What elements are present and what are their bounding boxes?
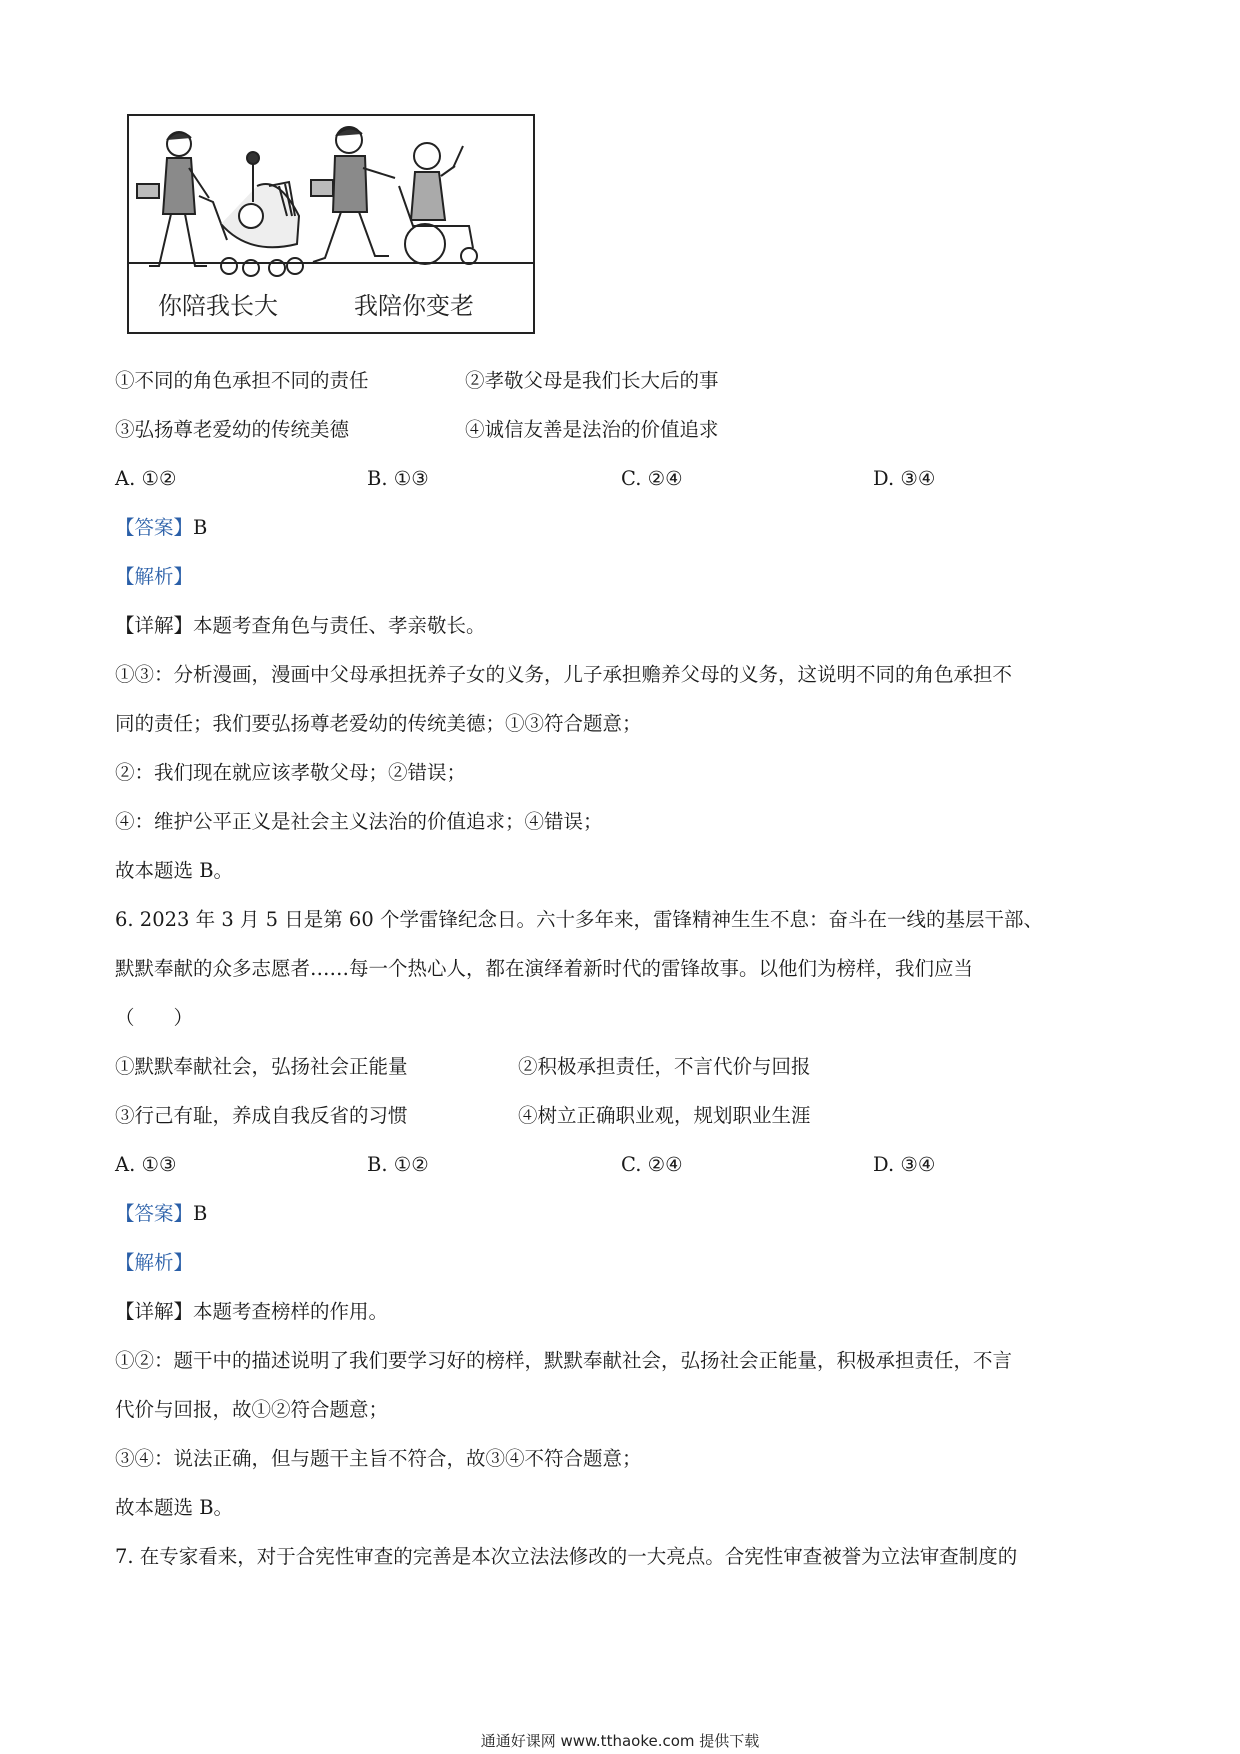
q6-detail xyxy=(115,1298,388,1326)
q6-choice-b: B. ①② xyxy=(367,1153,429,1176)
q6-explanation-1b: 代价与回报，故①②符合题意； xyxy=(115,1398,389,1421)
answer-value: B xyxy=(193,516,208,539)
comic-caption-right: 我陪你变老 xyxy=(354,292,474,320)
q5-answer xyxy=(115,514,207,542)
detail-text: 本题考查角色与责任、孝亲敬长。 xyxy=(193,614,486,637)
q5-option-4: ④诚信友善是法治的价值追求 xyxy=(465,418,719,441)
answer-tag: 【答案】 xyxy=(115,1202,194,1225)
q5-explanation-2: ②：我们现在就应该孝敬父母；②错误； xyxy=(115,761,467,784)
q5-option-1: ①不同的角色承担不同的责任 xyxy=(115,369,369,392)
q5-explanation-3: ④：维护公平正义是社会主义法治的价值追求；④错误； xyxy=(115,810,603,833)
q5-choice-b: B. ①③ xyxy=(367,467,429,490)
q6-option-3: ③行己有耻，养成自我反省的习惯 xyxy=(115,1104,408,1127)
detail-tag: 【详解】 xyxy=(115,614,194,637)
page-footer: 通通好课网 www.tthaoke.com 提供下载 xyxy=(480,1732,760,1750)
q6-explanation-1a: ①②：题干中的描述说明了我们要学习好的榜样，默默奉献社会，弘扬社会正能量，积极承担责任，不言 xyxy=(115,1349,1013,1372)
q6-stem-2: 默默奉献的众多志愿者……每一个热心人，都在演绎着新时代的雷锋故事。以他们为榜样，我们应当 xyxy=(115,957,974,980)
q5-conclusion: 故本题选 B。 xyxy=(115,859,234,882)
q5-explanation-1b: 同的责任；我们要弘扬尊老爱幼的传统美德；①③符合题意； xyxy=(115,712,642,735)
q6-option-4: ④树立正确职业观，规划职业生涯 xyxy=(518,1104,811,1127)
q5-analysis-tag: 【解析】 xyxy=(115,565,194,588)
comic-illustration xyxy=(127,114,535,334)
q5-choice-a: A. ①② xyxy=(115,467,177,490)
q6-stem-3: （ ） xyxy=(115,1006,194,1029)
detail-text: 本题考查榜样的作用。 xyxy=(193,1300,389,1323)
q5-choice-d: D. ③④ xyxy=(873,467,936,490)
q6-option-1: ①默默奉献社会，弘扬社会正能量 xyxy=(115,1055,408,1078)
q5-explanation-1a: ①③：分析漫画，漫画中父母承担抚养子女的义务，儿子承担赡养父母的义务，这说明不同的角色承担不 xyxy=(115,663,1013,686)
answer-value: B xyxy=(193,1202,208,1225)
q6-answer xyxy=(115,1200,207,1228)
answer-tag: 【答案】 xyxy=(115,516,194,539)
q7-stem-1: 7. 在专家看来，对于合宪性审查的完善是本次立法法修改的一大亮点。合宪性审查被誉为立法审查制度的 xyxy=(115,1545,1018,1568)
q6-choice-d: D. ③④ xyxy=(873,1153,936,1176)
q5-option-3: ③弘扬尊老爱幼的传统美德 xyxy=(115,418,350,441)
q6-option-2: ②积极承担责任，不言代价与回报 xyxy=(518,1055,811,1078)
q6-analysis-tag: 【解析】 xyxy=(115,1251,194,1274)
q6-stem-1: 6. 2023 年 3 月 5 日是第 60 个学雷锋纪念日。六十多年来，雷锋精神生生不息：奋斗在一线的基层干部、 xyxy=(115,908,1043,931)
q6-conclusion: 故本题选 B。 xyxy=(115,1496,234,1519)
q5-detail xyxy=(115,612,486,640)
q6-explanation-2: ③④：说法正确，但与题干主旨不符合，故③④不符合题意； xyxy=(115,1447,642,1470)
q5-option-2: ②孝敬父母是我们长大后的事 xyxy=(465,369,719,392)
detail-tag: 【详解】 xyxy=(115,1300,194,1323)
comic-caption-left: 你陪我长大 xyxy=(158,292,278,320)
q6-choice-a: A. ①③ xyxy=(115,1153,177,1176)
q5-choice-c: C. ②④ xyxy=(621,467,683,490)
q6-choice-c: C. ②④ xyxy=(621,1153,683,1176)
